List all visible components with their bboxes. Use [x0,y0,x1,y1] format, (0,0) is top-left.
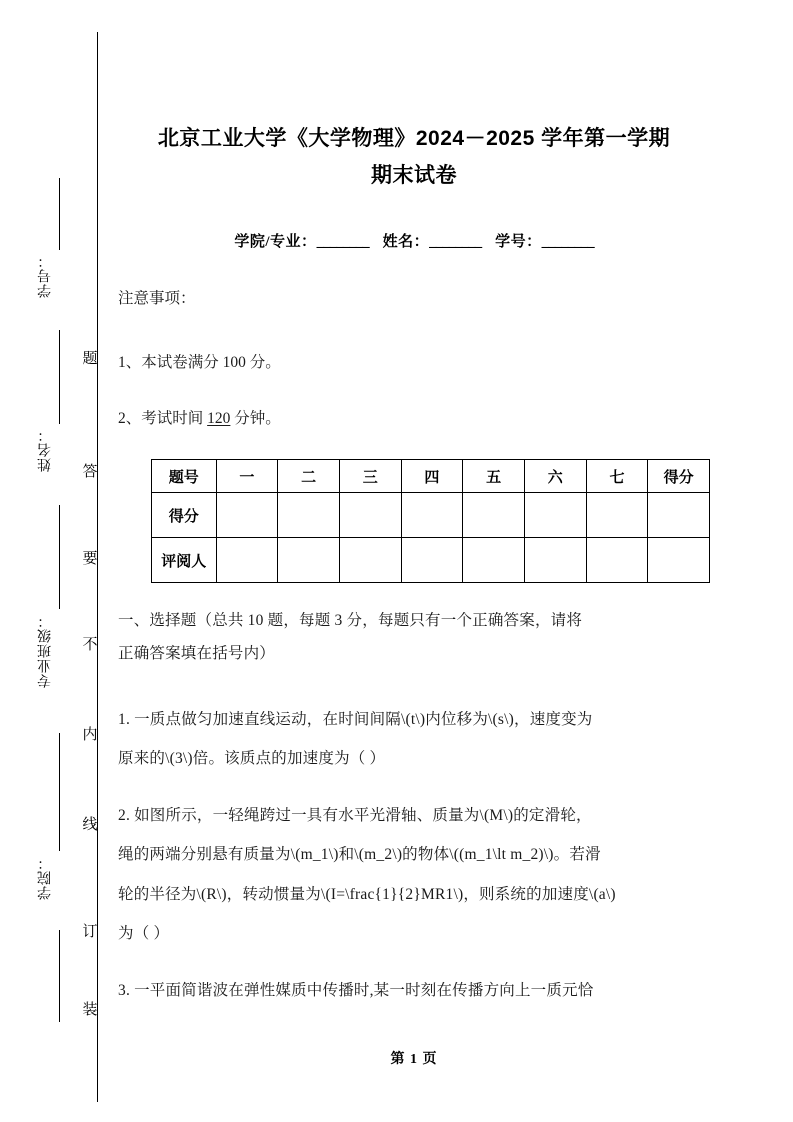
reviewer-cell[interactable] [401,538,463,583]
reviewer-cell[interactable] [216,538,278,583]
notes-heading: 注意事项： [118,290,196,307]
margin-blank-rule [59,330,60,424]
margin-field-label: 姓名： [38,427,53,472]
notes-item-1: 1、本试卷满分 100 分。 [118,354,281,371]
margin-student-fields [31,0,61,1122]
margin-blank-rule [59,178,60,250]
score-cell[interactable] [216,493,278,538]
score-table-header: 一 [216,460,278,493]
section-1-heading-line-1: 一、选择题（总共 10 题，每题 3 分，每题只有一个正确答案，请将 [118,612,583,629]
exam-title [118,120,710,194]
student-id-label: 学号： [495,234,542,250]
score-cell[interactable] [648,493,710,538]
notice-char: 要 [82,551,98,567]
question-2-line-2: 绳的两端分别悬有质量为\(m_1\)和\(m_2\)的物体\((m_1\lt m_2)\)。若滑 [118,846,601,863]
notice-char: 线 [82,817,98,833]
college-major-label: 学院/专业： [234,234,317,250]
notice-char: 题 [82,351,98,367]
notes-item-2 [118,408,710,430]
exam-duration-value: 120 [207,410,231,427]
score-cell[interactable] [401,493,463,538]
margin-field-student-id [31,253,61,298]
question-2-line-1: 2. 如图所示，一轻绳跨过一具有水平光滑轴、质量为\(M\)的定滑轮， [118,807,592,824]
margin-field-label: 学院： [38,855,53,900]
score-cell[interactable] [278,493,340,538]
exam-title-line-1: 北京工业大学《大学物理》2024－2025 学年第一学期 [157,127,671,150]
name-blank[interactable]: ________ [429,234,482,250]
student-info-line [118,230,710,251]
score-table-header: 题号 [152,460,217,493]
score-row-label: 得分 [152,493,217,538]
binding-margin [0,0,100,1122]
student-id-blank[interactable]: ________ [541,234,594,250]
margin-blank-rule [59,505,60,609]
reviewer-cell[interactable] [524,538,586,583]
question-2-line-4: 为（ ） [118,925,170,942]
exam-title-line-2: 期末试卷 [371,164,457,187]
score-summary-table [151,459,710,583]
question-2-line-3: 轮的半径为\(R\)，转动惯量为\(I=\frac{1}{2}MR1\)，则系统的加速度\(a\) [118,886,616,903]
score-cell[interactable] [463,493,525,538]
reviewer-cell[interactable] [586,538,648,583]
table-row [152,460,710,493]
question-1-line-1: 1. 一质点做匀加速直线运动，在时间间隔\(t\)内位移为\(s\)，速度变为 [118,711,593,728]
table-row [152,538,710,583]
score-table-header: 五 [463,460,525,493]
margin-blank-rule [59,733,60,851]
section-1-heading-line-2: 正确答案填在括号内） [118,645,276,662]
table-row [152,493,710,538]
name-label: 姓名： [382,234,430,250]
question-3-line-1: 3. 一平面简谐波在弹性媒质中传播时,某一时刻在传播方向上一质元恰 [118,982,594,999]
score-cell[interactable] [586,493,648,538]
question-1-line-2: 原来的\(3\)倍。该质点的加速度为（ ） [118,750,386,767]
score-table-header: 七 [586,460,648,493]
score-table-header: 二 [278,460,340,493]
score-cell[interactable] [524,493,586,538]
notice-char: 装 [82,1002,98,1018]
reviewer-cell[interactable] [339,538,401,583]
margin-blank-rule [59,930,60,1022]
page-footer: 第 1 页 [390,1052,438,1067]
score-table-header: 得分 [648,460,710,493]
margin-field-label: 学号： [38,253,53,298]
score-table-header: 四 [401,460,463,493]
score-cell[interactable] [339,493,401,538]
page-body [118,0,710,1122]
notice-char: 订 [82,924,98,940]
notice-char: 答 [82,464,98,480]
notes-item-2-prefix: 2、考试时间 [118,410,208,427]
score-row-label: 评阅人 [152,538,217,583]
margin-field-label: 专业班级： [38,613,53,688]
reviewer-cell[interactable] [278,538,340,583]
margin-field-name [31,427,61,472]
score-table-header: 三 [339,460,401,493]
score-table-header: 六 [524,460,586,493]
notice-char: 内 [82,727,98,743]
margin-binding-notice [80,0,110,1122]
notes-item-2-suffix: 分钟。 [230,410,281,427]
notice-char: 不 [82,637,98,653]
reviewer-cell[interactable] [648,538,710,583]
college-major-blank[interactable]: ________ [316,234,369,250]
reviewer-cell[interactable] [463,538,525,583]
margin-field-class [31,613,61,688]
margin-field-college [31,855,61,900]
